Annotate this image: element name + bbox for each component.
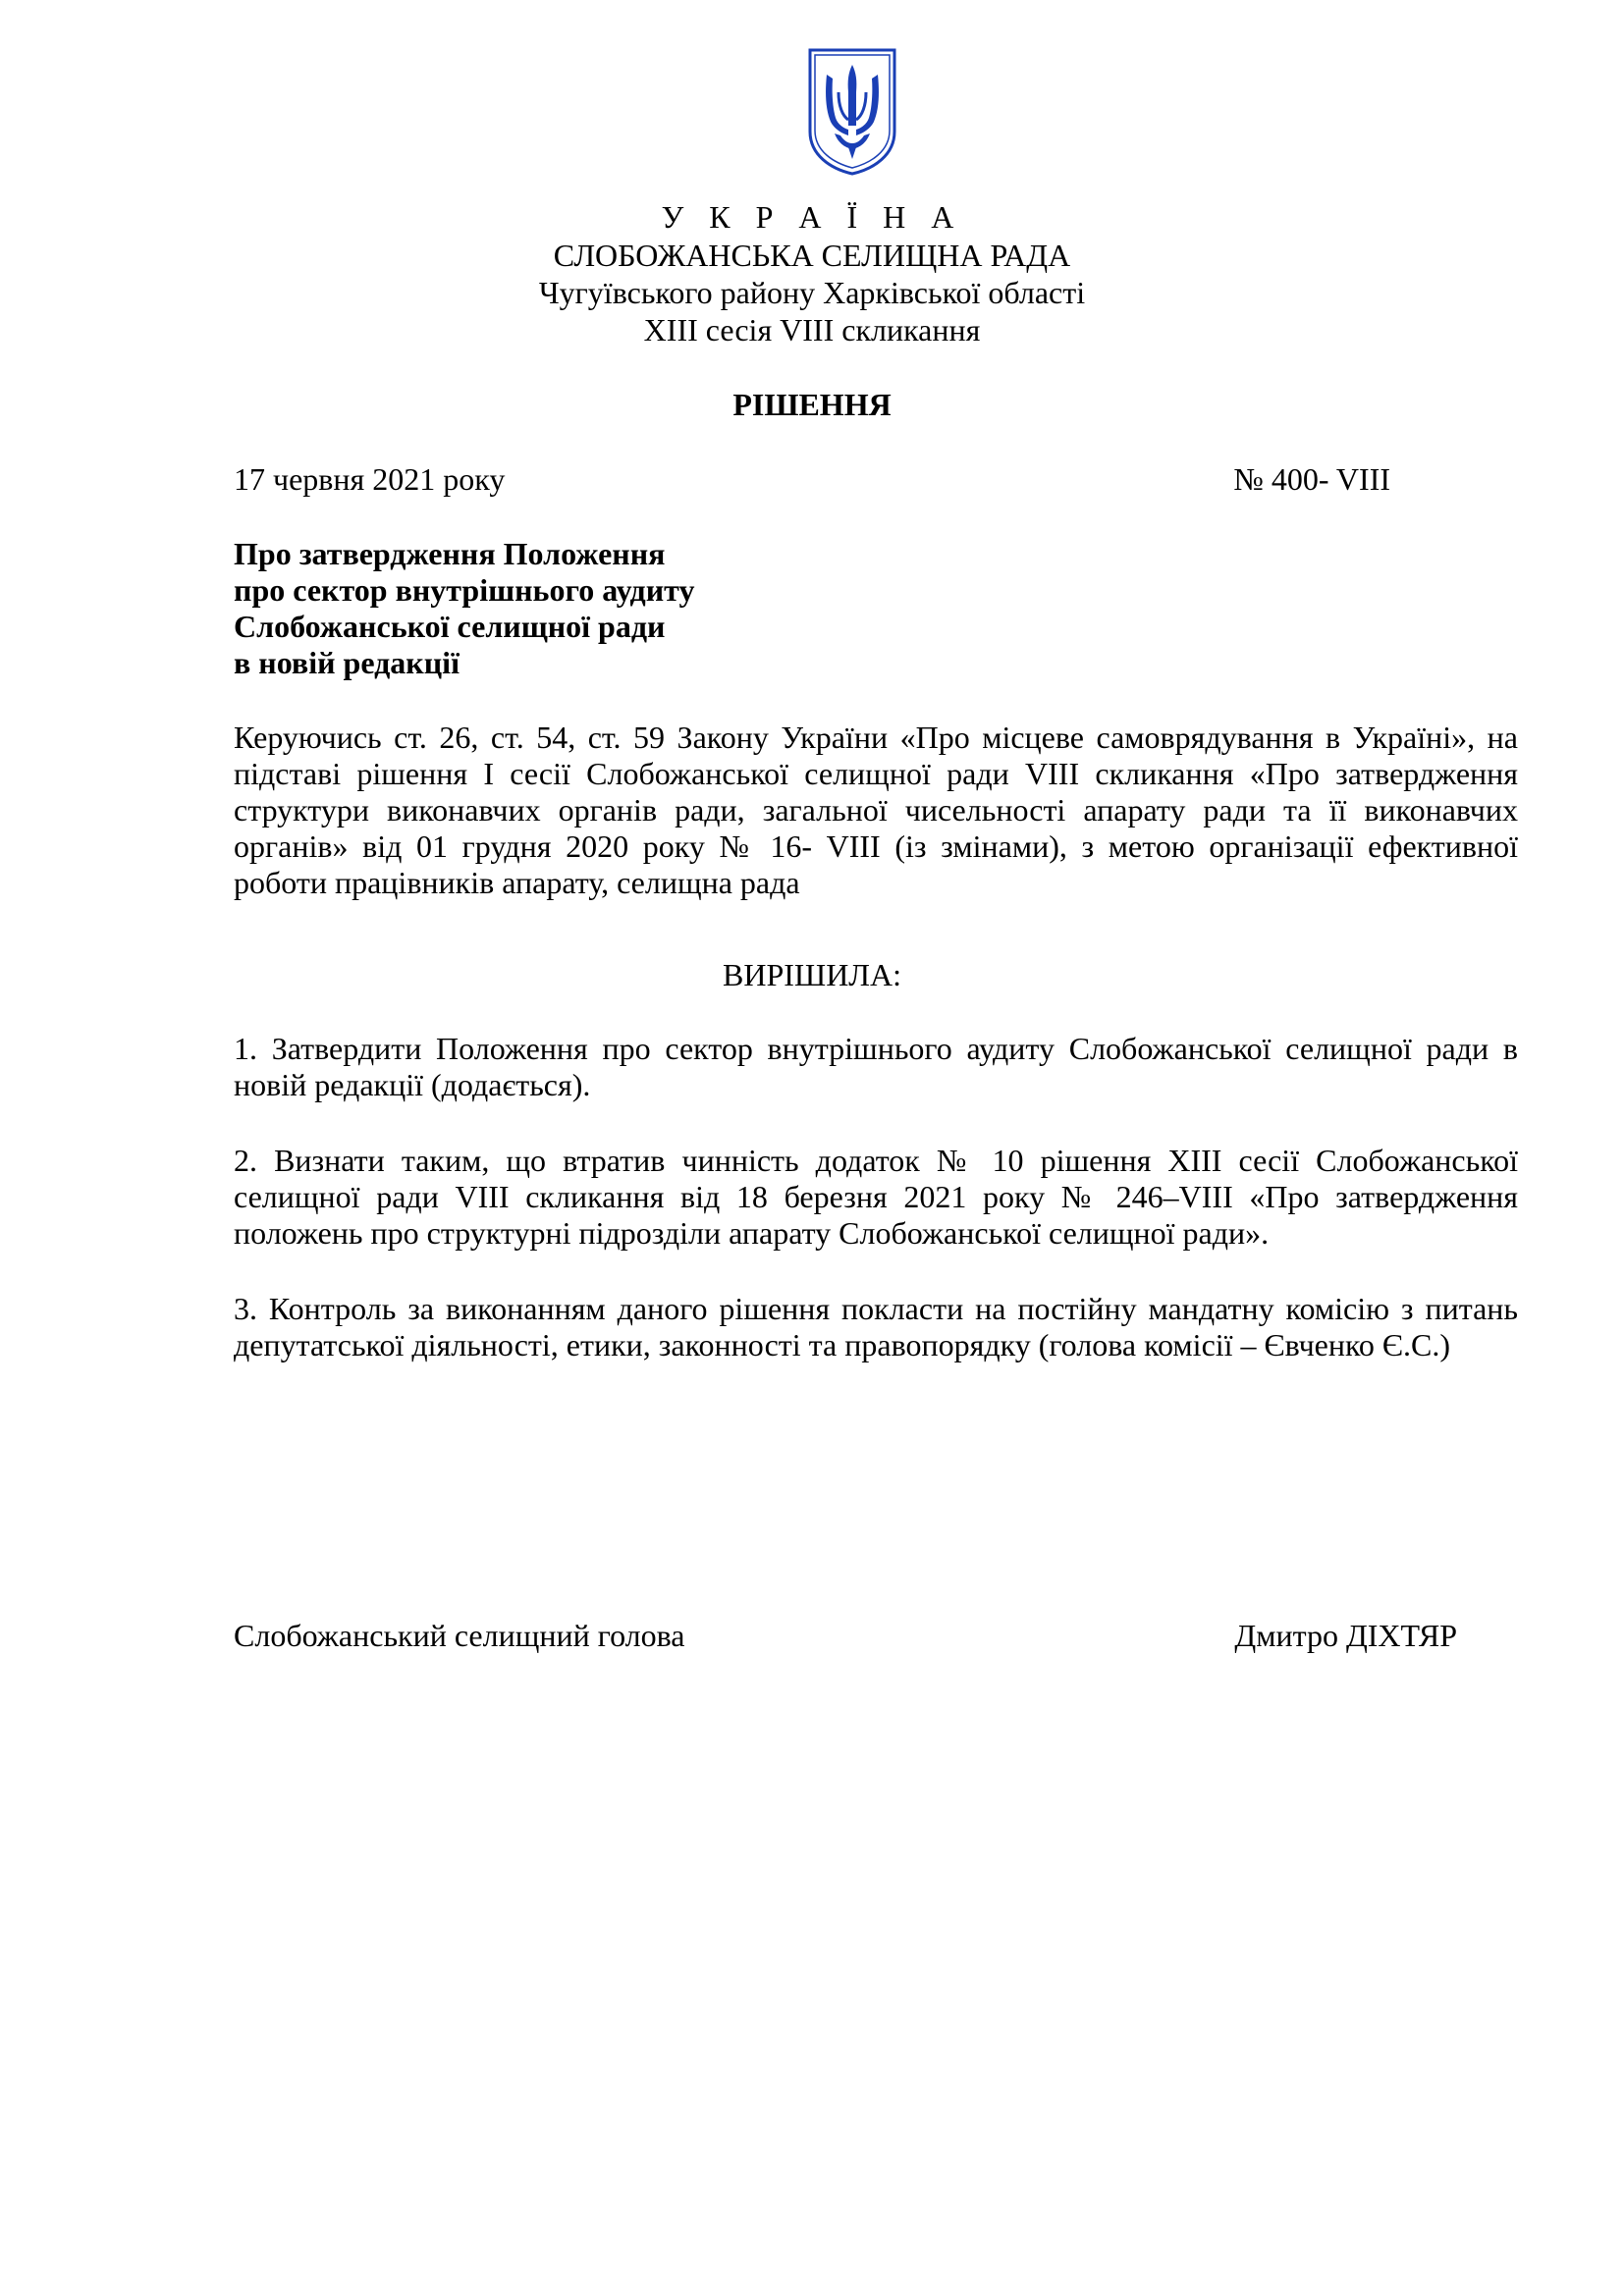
date-number-line <box>234 459 1390 499</box>
signatory-name: Дмитро ДІХТЯР <box>1234 1618 1457 1653</box>
decision-item-2: 2. Визнати таким, що втратив чинність додаток № 10 рішення ХІІІ сесії Слобожанської селищної ради VІІІ скликання від 18 березня 2021 року № 246–VІІІ «Про затвердження положень про структурні підрозділи апарату Слобожанської селищної ради». <box>234 1143 1518 1251</box>
subject-line: про сектор внутрішнього аудиту <box>234 572 695 608</box>
district-name: Чугуївського району Харківської області <box>538 275 1086 310</box>
decided-heading: ВИРІШИЛА: <box>723 957 901 992</box>
document-number: № 400- VІІІ <box>1233 461 1390 497</box>
document-date: 17 червня 2021 року <box>234 461 506 497</box>
signatory-role: Слобожанський селищний голова <box>234 1618 685 1653</box>
document-title: РІШЕННЯ <box>732 387 892 422</box>
subject-line: Слобожанської селищної ради <box>234 609 666 644</box>
council-name: СЛОБОЖАНСЬКА СЕЛИЩНА РАДА <box>553 238 1071 273</box>
session-name: ХІІІ сесія VІІІ скликання <box>643 312 981 347</box>
subject-line: в новій редакції <box>234 645 460 680</box>
decision-item-3: 3. Контроль за виконанням даного рішення покласти на постійну мандатну комісію з питань депутатської діяльності, етики, законності та правопорядку (голова комісії – Євченко Є.С.) <box>234 1291 1518 1362</box>
preamble-paragraph: Керуючись ст. 26, ст. 54, ст. 59 Закону України «Про місцеве самоврядування в Україні», на підставі рішення І сесії Слобожанської селищної ради VІІІ скликання «Про затвердження структури виконавчих органів ради, загальної чисельності апарату ради та її виконавчих органів» від 01 грудня 2020 року № 16- VІІІ (із змінами), з метою організації ефективної роботи працівників апарату, селищна рада <box>234 720 1518 900</box>
ukraine-trident-coat-of-arms-icon <box>805 45 899 179</box>
decision-item-1: 1. Затвердити Положення про сектор внутрішнього аудиту Слобожанської селищної ради в новій редакції (додається). <box>234 1031 1518 1102</box>
signature-block <box>234 1616 1457 1655</box>
country-name: У К Р А Ї Н А <box>661 199 963 235</box>
document-subject <box>234 536 921 681</box>
subject-line: Про затвердження Положення <box>234 536 666 571</box>
